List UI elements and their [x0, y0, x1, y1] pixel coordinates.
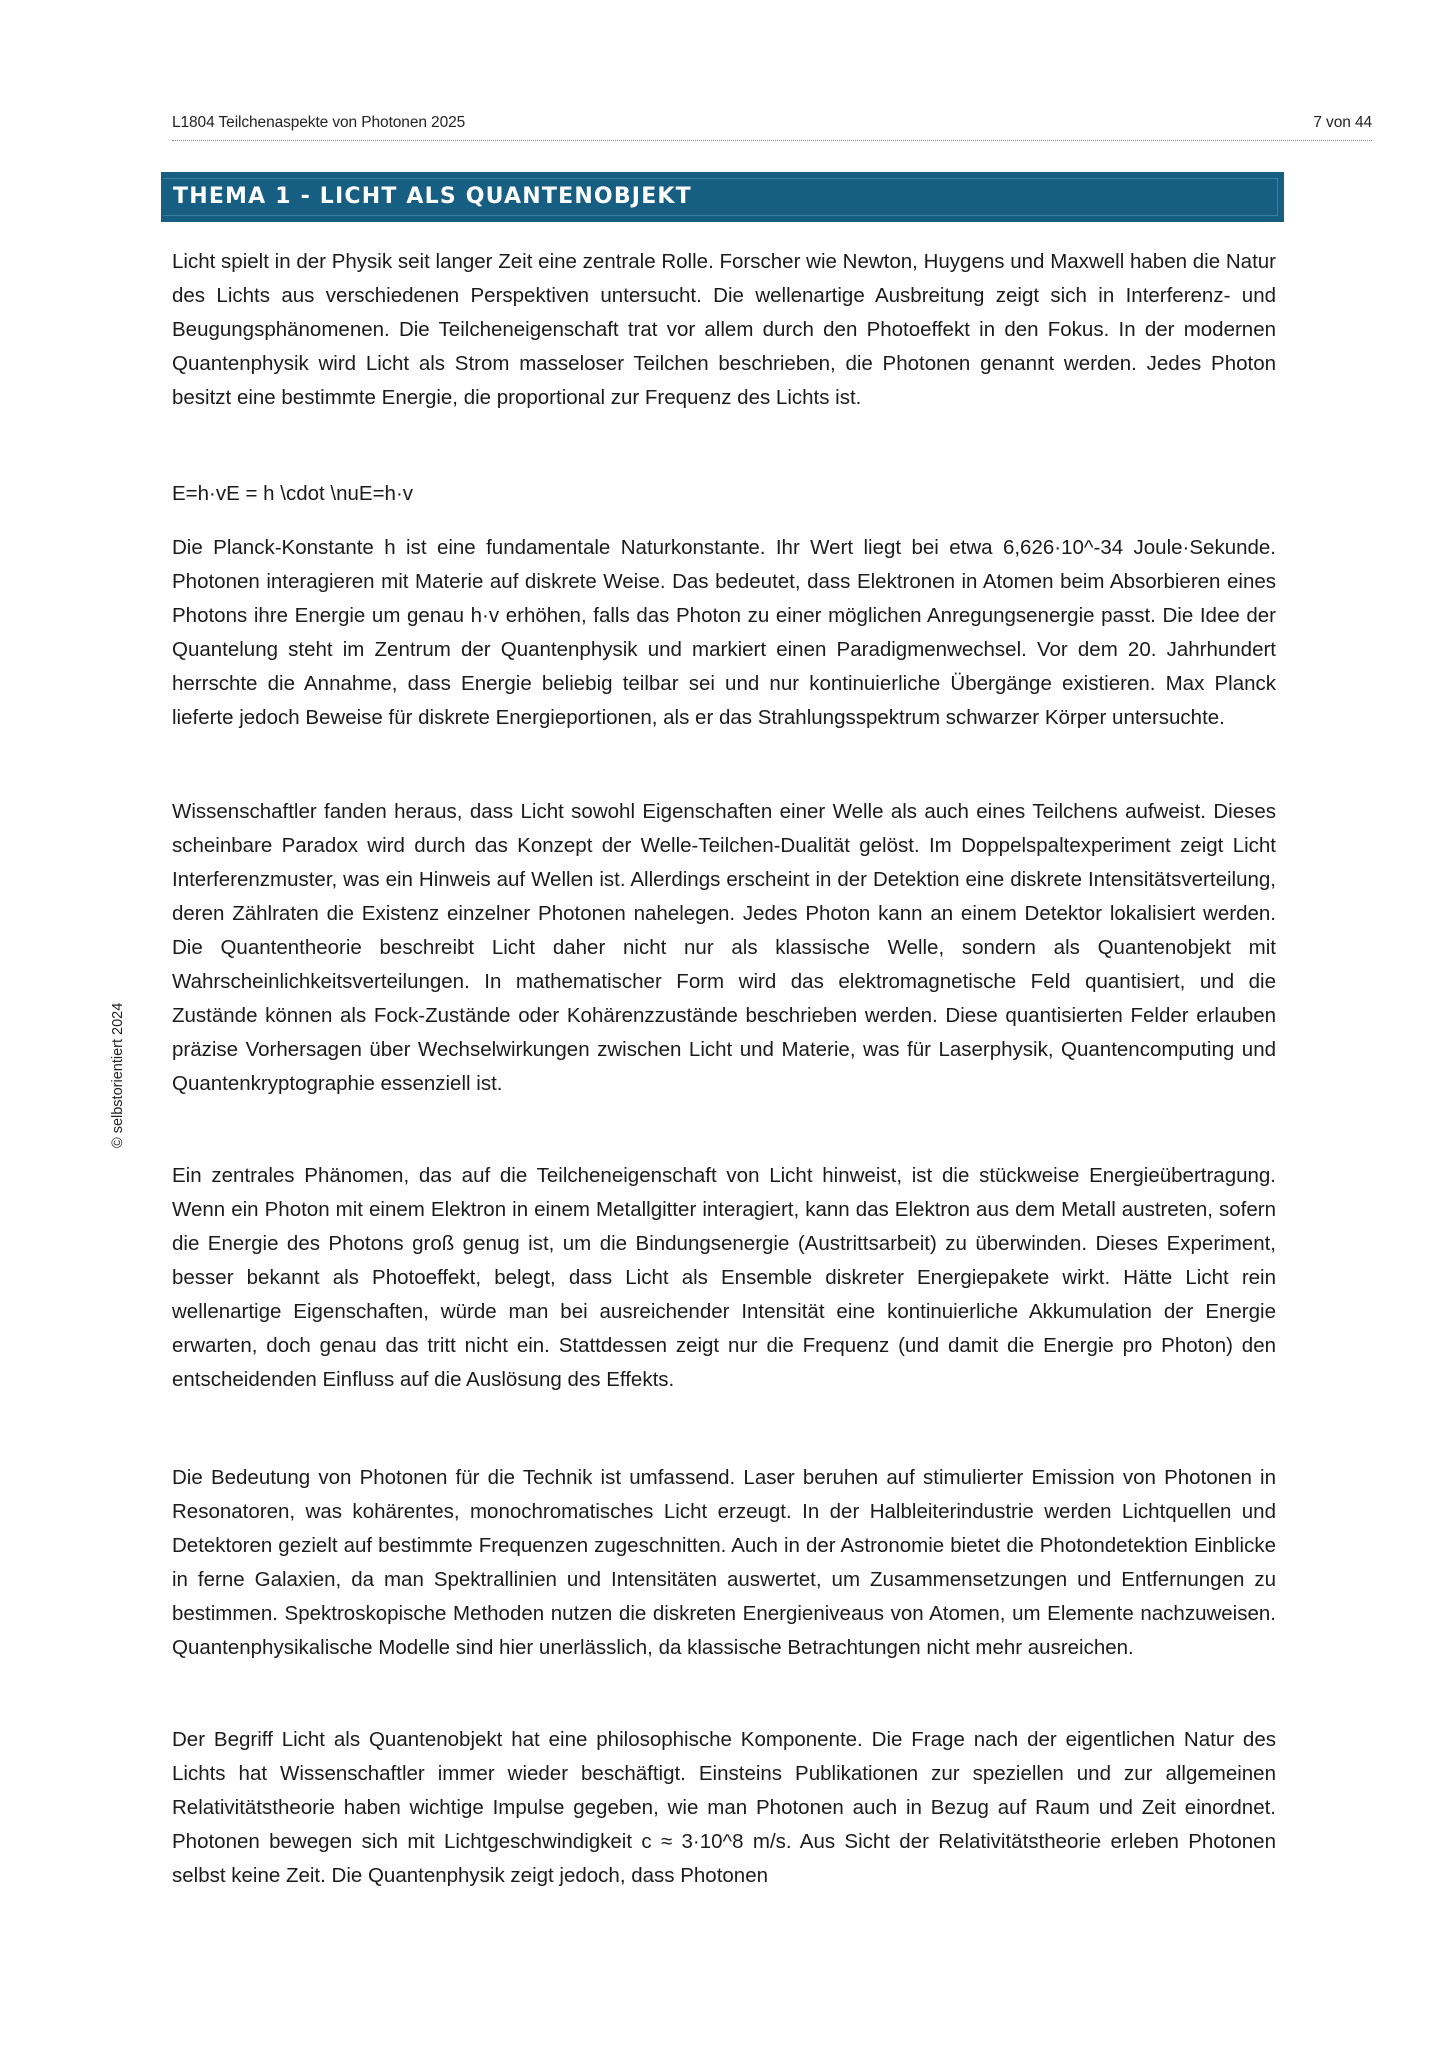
section-title: THEMA 1 - LICHT ALS QUANTENOBJEKT	[173, 184, 692, 209]
paragraph-philosophy: Der Begriff Licht als Quantenobjekt hat eine philosophische Komponente. Die Frage nach der eigentlichen Natur des Lichts hat Wissenschaftler immer wieder beschäftigt. Einsteins Publikationen zur speziellen und zur allgemeinen Relativitätstheorie haben wichtige Impulse gegeben, wie man Photonen auch in Bezug auf Raum und Zeit einordnet. Photonen bewegen sich mit Lichtgeschwindigkeit c ≈ 3·10^8 m/s. Aus Sicht der Relativitätstheorie erleben Photonen selbst keine Zeit. Die Quantenphysik zeigt jedoch, dass Photonen	[172, 1728, 1276, 1887]
paragraph-wave-particle-duality: Wissenschaftler fanden heraus, dass Licht sowohl Eigenschaften einer Welle als auch eines Teilchens aufweist. Dieses scheinbare Paradox wird durch das Konzept der Welle-Teilchen-Dualität gelöst. Im Doppelspaltexperiment zeigt Licht Interferenzmuster, was ein Hinweis auf Wellen ist. Allerdings erscheint in der Detektion eine diskrete Intensitätsverteilung, deren Zählraten die Existenz einzelner Photonen nahelegen. Jedes Photon kann an einem Detektor lokalisiert werden. Die Quantentheorie beschreibt Licht daher nicht nur als klassische Welle, sondern als Quantenobjekt mit Wahrscheinlichkeitsverteilungen. In mathematischer Form wird das elektromagnetische Feld quantisiert, und die Zustände können als Fock-Zustände oder Kohärenzzustände beschrieben werden. Diese quantisierten Felder erlauben präzise Vorhersagen über Wechselwirkungen zwischen Licht und Materie, was für Laserphysik, Quantencomputing und Quantenkryptographie essenziell ist.	[172, 800, 1276, 1095]
paragraph-photoeffect: Ein zentrales Phänomen, das auf die Teilcheneigenschaft von Licht hinweist, ist die stückweise Energieübertragung. Wenn ein Photon mit einem Elektron in einem Metallgitter interagiert, kann das Elektron aus dem Metall austreten, sofern die Energie des Photons groß genug ist, um die Bindungsenergie (Austrittsarbeit) zu überwinden. Dieses Experiment, besser bekannt als Photoeffekt, belegt, dass Licht als Ensemble diskreter Energiepakete wirkt. Hätte Licht rein wellenartige Eigenschaften, würde man bei ausreichender Intensität eine kontinuierliche Akkumulation der Energie erwarten, doch genau das tritt nicht ein. Stattdessen zeigt nur die Frequenz (und damit die Energie pro Photon) den entscheidenden Einfluss auf die Auslösung des Effekts.	[172, 1164, 1276, 1391]
paragraph-technology: Die Bedeutung von Photonen für die Technik ist umfassend. Laser beruhen auf stimulierter Emission von Photonen in Resonatoren, was kohärentes, monochromatisches Licht erzeugt. In der Halbleiterindustrie werden Lichtquellen und Detektoren gezielt auf bestimmte Frequenzen zugeschnitten. Auch in der Astronomie bietet die Photondetektion Einblicke in ferne Galaxien, da man Spektrallinien und Intensitäten auswertet, um Zusammensetzungen und Entfernungen zu bestimmen. Spektroskopische Methoden nutzen die diskreten Energieniveaus von Atomen, um Elemente nachzuweisen. Quantenphysikalische Modelle sind hier unerlässlich, da klassische Betrachtungen nicht mehr ausreichen.	[172, 1466, 1276, 1659]
document-title: L1804 Teilchenaspekte von Photonen 2025	[172, 114, 466, 131]
page-header	[172, 114, 1372, 140]
energy-formula: E=h·vE = h \cdot \nuE=h·v	[172, 482, 414, 505]
copyright-note: © selbstorientiert 2024	[110, 1002, 126, 1148]
paragraph-planck-constant: Die Planck-Konstante h ist eine fundamentale Naturkonstante. Ihr Wert liegt bei etwa 6,626·10^-34 Joule·Sekunde. Photonen interagieren mit Materie auf diskrete Weise. Das bedeutet, dass Elektronen in Atomen beim Absorbieren eines Photons ihre Energie um genau h·v erhöhen, falls das Photon zu einer möglichen Anregungsenergie passt. Die Idee der Quantelung steht im Zentrum der Quantenphysik und markiert einen Paradigmenwechsel. Vor dem 20. Jahrhundert herrschte die Annahme, dass Energie beliebig teilbar sei und nur kontinuierliche Übergänge existieren. Max Planck lieferte jedoch Beweise für diskrete Energieportionen, als er das Strahlungsspektrum schwarzer Körper untersuchte.	[172, 536, 1276, 729]
section-banner	[161, 172, 1284, 222]
header-divider	[172, 140, 1372, 141]
paragraph-intro: Licht spielt in der Physik seit langer Zeit eine zentrale Rolle. Forscher wie Newton, Huygens und Maxwell haben die Natur des Lichts aus verschiedenen Perspektiven untersucht. Die wellenartige Ausbreitung zeigt sich in Interferenz- und Beugungsphänomenen. Die Teilcheneigenschaft trat vor allem durch den Photoeffekt in den Fokus. In der modernen Quantenphysik wird Licht als Strom masseloser Teilchen beschrieben, die Photonen genannt werden. Jedes Photon besitzt eine bestimmte Energie, die proportional zur Frequenz des Lichts ist.	[172, 250, 1276, 409]
page-indicator: 7 von 44	[1313, 114, 1372, 131]
